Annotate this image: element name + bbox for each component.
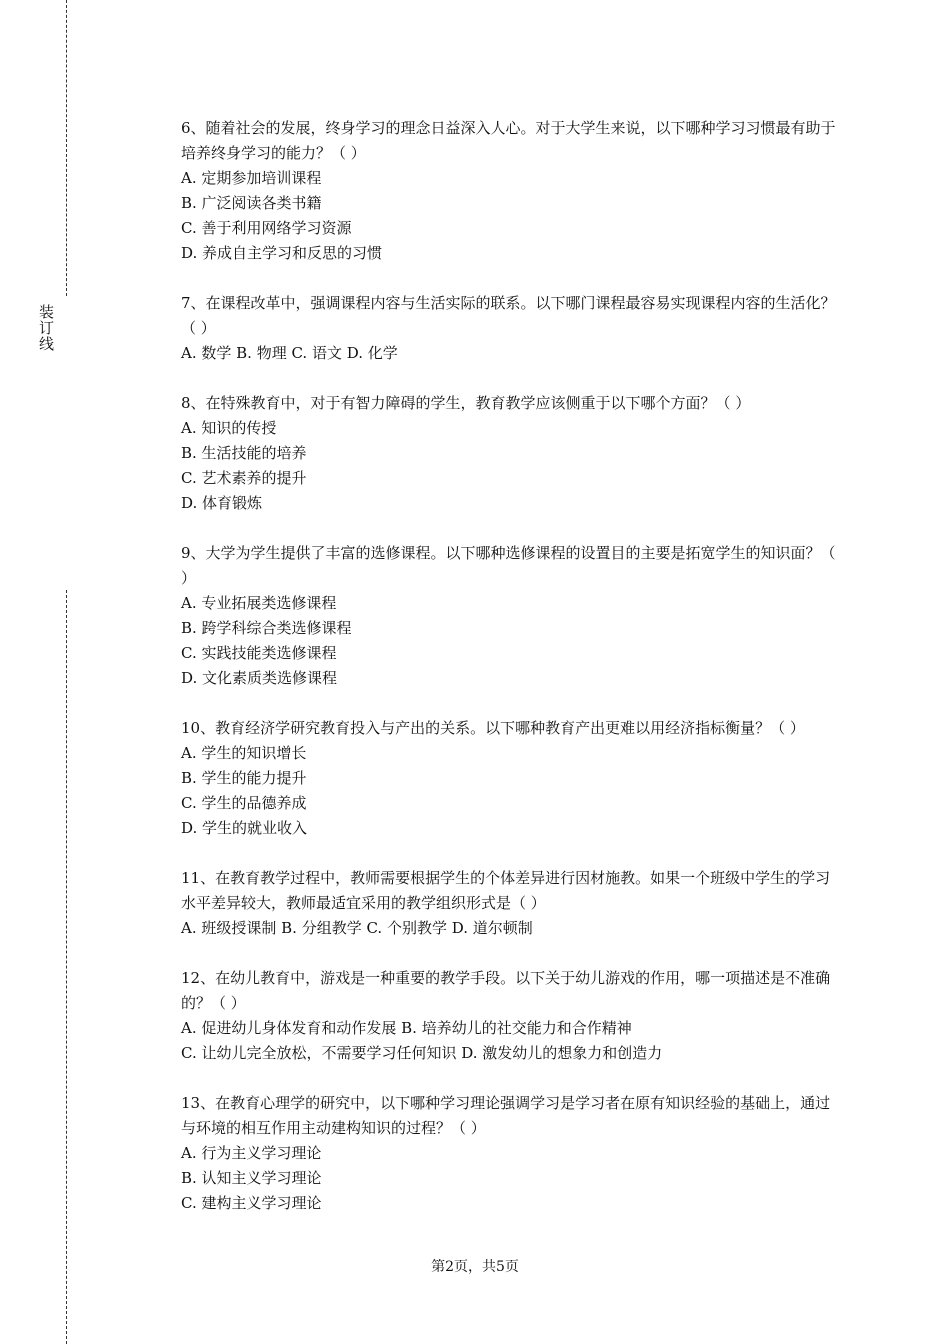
options-inline: A. 数学 B. 物理 C. 语文 D. 化学 xyxy=(181,344,398,362)
option-c: C. 实践技能类选修课程 xyxy=(181,644,337,662)
option-b: B. 认知主义学习理论 xyxy=(181,1169,322,1187)
option-c: C. 善于利用网络学习资源 xyxy=(181,219,352,237)
option-b: B. 生活技能的培养 xyxy=(181,444,307,462)
question-11 xyxy=(181,866,841,941)
option-c: C. 艺术素养的提升 xyxy=(181,469,307,487)
question-stem: 13、在教育心理学的研究中，以下哪种学习理论强调学习是学习者在原有知识经验的基础上，通过与环境的相互作用主动建构知识的过程？（ ） xyxy=(181,1094,831,1137)
question-7 xyxy=(181,291,841,366)
option-c: C. 学生的品德养成 xyxy=(181,794,307,812)
question-stem: 9、大学为学生提供了丰富的选修课程。以下哪种选修课程的设置目的主要是拓宽学生的知识面？（ ） xyxy=(181,544,836,587)
binding-line-label: 装订线 xyxy=(37,304,55,352)
question-8 xyxy=(181,391,841,516)
option-b: B. 学生的能力提升 xyxy=(181,769,307,787)
binding-dashed-line-top xyxy=(66,0,67,296)
option-d: D. 体育锻炼 xyxy=(181,494,263,512)
question-stem: 11、在教育教学过程中，教师需要根据学生的个体差异进行因材施教。如果一个班级中学生的学习水平差异较大，教师最适宜采用的教学组织形式是（ ） xyxy=(181,869,831,912)
options-inline: A. 班级授课制 B. 分组教学 C. 个别教学 D. 道尔顿制 xyxy=(181,919,533,937)
option-a: A. 行为主义学习理论 xyxy=(181,1144,322,1162)
option-d: D. 学生的就业收入 xyxy=(181,819,308,837)
question-stem: 7、在课程改革中，强调课程内容与生活实际的联系。以下哪门课程最容易实现课程内容的生活化？（ ） xyxy=(181,294,836,337)
option-a: A. 专业拓展类选修课程 xyxy=(181,594,337,612)
question-list xyxy=(181,116,841,1241)
option-d: D. 文化素质类选修课程 xyxy=(181,669,338,687)
question-12 xyxy=(181,966,841,1066)
option-b: B. 跨学科综合类选修课程 xyxy=(181,619,352,637)
option-a: A. 定期参加培训课程 xyxy=(181,169,322,187)
option-d: D. 养成自主学习和反思的习惯 xyxy=(181,244,383,262)
question-stem: 10、教育经济学研究教育投入与产出的关系。以下哪种教育产出更难以用经济指标衡量？（ ） xyxy=(181,719,805,737)
question-stem: 6、随着社会的发展，终身学习的理念日益深入人心。对于大学生来说，以下哪种学习习惯最有助于培养终身学习的能力？（ ） xyxy=(181,119,836,162)
option-a: A. 学生的知识增长 xyxy=(181,744,307,762)
question-10 xyxy=(181,716,841,841)
question-stem: 8、在特殊教育中，对于有智力障碍的学生，教育教学应该侧重于以下哪个方面？（ ） xyxy=(181,394,751,412)
option-c: C. 建构主义学习理论 xyxy=(181,1194,322,1212)
option-a: A. 知识的传授 xyxy=(181,419,277,437)
binding-dashed-line-bottom xyxy=(66,590,67,1344)
question-9 xyxy=(181,541,841,691)
question-13 xyxy=(181,1091,841,1216)
options-line-cd: C. 让幼儿完全放松，不需要学习任何知识 D. 激发幼儿的想象力和创造力 xyxy=(181,1044,663,1062)
question-stem: 12、在幼儿教育中，游戏是一种重要的教学手段。以下关于幼儿游戏的作用，哪一项描述是不准确的？（ ） xyxy=(181,969,831,1012)
question-6 xyxy=(181,116,841,266)
page-number-footer: 第2页，共5页 xyxy=(431,1259,519,1275)
options-line-ab: A. 促进幼儿身体发育和动作发展 B. 培养幼儿的社交能力和合作精神 xyxy=(181,1019,632,1037)
option-b: B. 广泛阅读各类书籍 xyxy=(181,194,322,212)
